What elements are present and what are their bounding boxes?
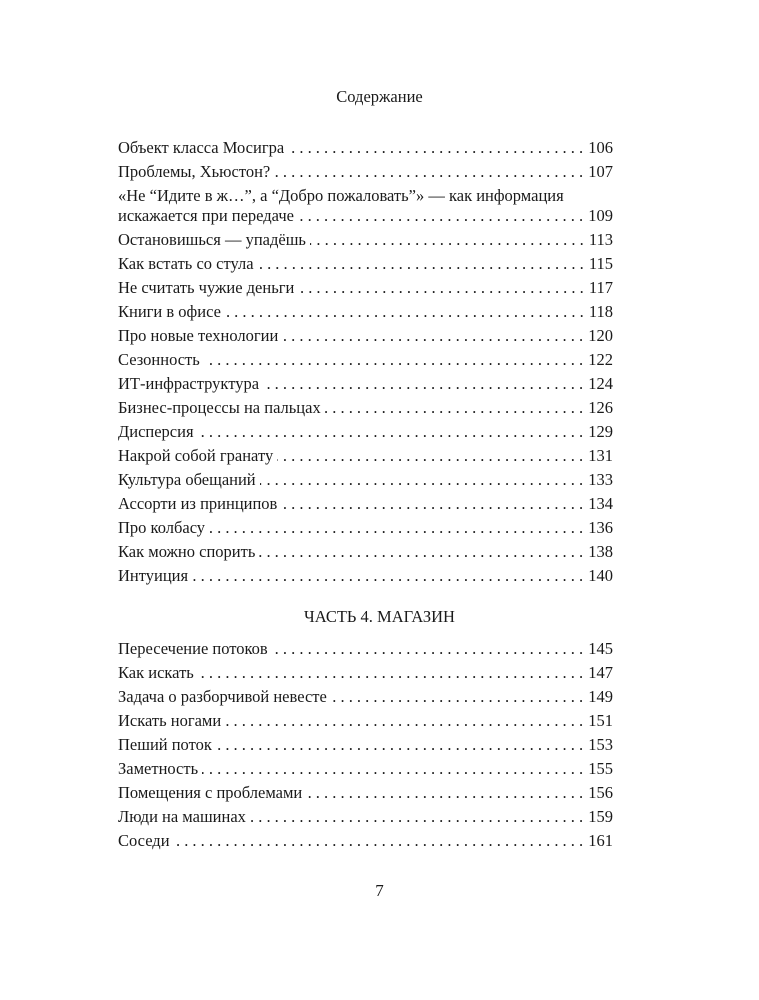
toc-entry-title: Сезонность (118, 350, 200, 369)
leader-dots (259, 540, 587, 564)
leader-dots (216, 733, 587, 757)
toc-entry-page: 147 (588, 663, 613, 682)
toc-entry-title: Дисперсия (118, 422, 194, 441)
toc-list (118, 136, 613, 588)
leader-dots (274, 160, 587, 184)
toc-entry-title-line: искажается при передаче (118, 206, 294, 225)
toc-entry-title: Про колбасу (118, 518, 206, 537)
toc-entry (118, 228, 613, 252)
toc-entry-page: 133 (588, 470, 613, 489)
toc-entry-page: 115 (588, 254, 613, 273)
leader-dots (298, 206, 587, 226)
leader-dots (272, 637, 588, 661)
toc-entry-title: Люди на машинах (118, 807, 246, 826)
toc-entry-page: 129 (588, 422, 613, 441)
leader-dots (209, 516, 587, 540)
toc-entry (118, 829, 613, 853)
toc-list-part-4 (118, 637, 613, 853)
leader-dots (225, 300, 588, 324)
toc-entry-page: 159 (588, 807, 613, 826)
toc-entry-title: Книги в офисе (118, 302, 221, 321)
toc-entry-title: Не считать чужие деньги (118, 278, 295, 297)
toc-entry-title: Помещения с проблемами (118, 783, 303, 802)
toc-entry-page: 113 (588, 230, 613, 249)
toc-entry-title: Как встать со стула (118, 254, 254, 273)
toc-entry-page: 117 (588, 278, 613, 297)
toc-entry-page: 106 (588, 138, 613, 157)
toc-entry-page: 149 (588, 687, 613, 706)
leader-dots (198, 420, 588, 444)
toc-entry (118, 444, 613, 468)
toc-entry (118, 136, 613, 160)
toc-entry-page: 107 (588, 162, 613, 181)
toc-entry-line (118, 206, 613, 226)
toc-entry-title: Задача о разборчивой невесте (118, 687, 327, 706)
toc-entry (118, 276, 613, 300)
toc-entry (118, 492, 613, 516)
toc-entry (118, 540, 613, 564)
toc-entry (118, 396, 613, 420)
toc-entry-page: 156 (588, 783, 613, 802)
toc-entry-title: Про новые технологии (118, 326, 279, 345)
leader-dots (288, 136, 587, 160)
toc-entry-title: Пеший поток (118, 735, 212, 754)
toc-entry-page: 138 (588, 542, 613, 561)
toc-entry (118, 516, 613, 540)
leader-dots (331, 685, 587, 709)
leader-dots (260, 468, 588, 492)
leader-dots (192, 564, 587, 588)
toc-entry (118, 300, 613, 324)
toc-entry-page: 151 (588, 711, 613, 730)
leader-dots (306, 781, 587, 805)
contents-heading: Содержание (336, 87, 423, 106)
toc-entry-title: Накрой собой гранату (118, 446, 274, 465)
leader-dots (325, 396, 588, 420)
toc-entry-title-line: «Не “Идите в ж…”, а “Добро пожаловать”» — как информация (118, 186, 564, 205)
toc-entry-title: Культура обещаний (118, 470, 256, 489)
toc-entry-title: Заметность (118, 759, 199, 778)
toc-entry-page: 145 (588, 639, 613, 658)
section-heading: ЧАСТЬ 4. МАГАЗИН (304, 607, 455, 626)
toc-entry (118, 661, 613, 685)
toc-entry-page: 155 (588, 759, 613, 778)
toc-entry-title: Объект класса Мосигра (118, 138, 285, 157)
leader-dots (282, 324, 587, 348)
toc-entry (118, 468, 613, 492)
toc-entry (118, 184, 613, 228)
toc-entry-title: Пересечение потоков (118, 639, 268, 658)
toc-entry (118, 160, 613, 184)
toc-entry-page: 161 (588, 831, 613, 850)
toc-entry-title: Как искать (118, 663, 194, 682)
toc-entry-page: 153 (588, 735, 613, 754)
toc-entry (118, 685, 613, 709)
toc-entry-page: 126 (588, 398, 613, 417)
toc-entry-page: 136 (588, 518, 613, 537)
toc-entry-title: ИТ-инфраструктура (118, 374, 260, 393)
toc-entry (118, 637, 613, 661)
toc-entry-title: Проблемы, Хьюстон? (118, 162, 271, 181)
toc-entry-page: 118 (588, 302, 613, 321)
toc-entry (118, 348, 613, 372)
toc-entry (118, 709, 613, 733)
leader-dots (204, 348, 587, 372)
toc-entry (118, 324, 613, 348)
leader-dots (310, 228, 588, 252)
toc-entry-title: Соседи (118, 831, 170, 850)
toc-entry-page: 122 (588, 350, 613, 369)
toc-entry (118, 372, 613, 396)
toc-entry-title: Остановишься — упадёшь (118, 230, 306, 249)
leader-dots (202, 757, 587, 781)
leader-dots (281, 492, 587, 516)
toc-entry-page: 120 (588, 326, 613, 345)
leader-dots (258, 252, 588, 276)
leader-dots (198, 661, 587, 685)
page-number: 7 (375, 881, 384, 900)
toc-entry-title: Ассорти из принципов (118, 494, 278, 513)
toc-entry-title: Интуиция (118, 566, 189, 585)
toc-entry-title: Искать ногами (118, 711, 222, 730)
toc-entry-title: Как можно спорить (118, 542, 256, 561)
toc-entry-page: 134 (588, 494, 613, 513)
toc-entry (118, 781, 613, 805)
toc-entry (118, 805, 613, 829)
toc-entry-page: 131 (588, 446, 613, 465)
toc-entry (118, 420, 613, 444)
toc-entry (118, 733, 613, 757)
toc-entry (118, 252, 613, 276)
toc-entry-page: 140 (588, 566, 613, 585)
toc-entry-title: Бизнес-процессы на пальцах (118, 398, 321, 417)
leader-dots (225, 709, 587, 733)
toc-entry-page: 124 (588, 374, 613, 393)
toc-entry-page: 109 (588, 206, 613, 225)
leader-dots (277, 444, 587, 468)
leader-dots (263, 372, 587, 396)
toc-entry (118, 757, 613, 781)
leader-dots (174, 829, 588, 853)
toc-entry (118, 564, 613, 588)
leader-dots (250, 805, 587, 829)
leader-dots (298, 276, 588, 300)
